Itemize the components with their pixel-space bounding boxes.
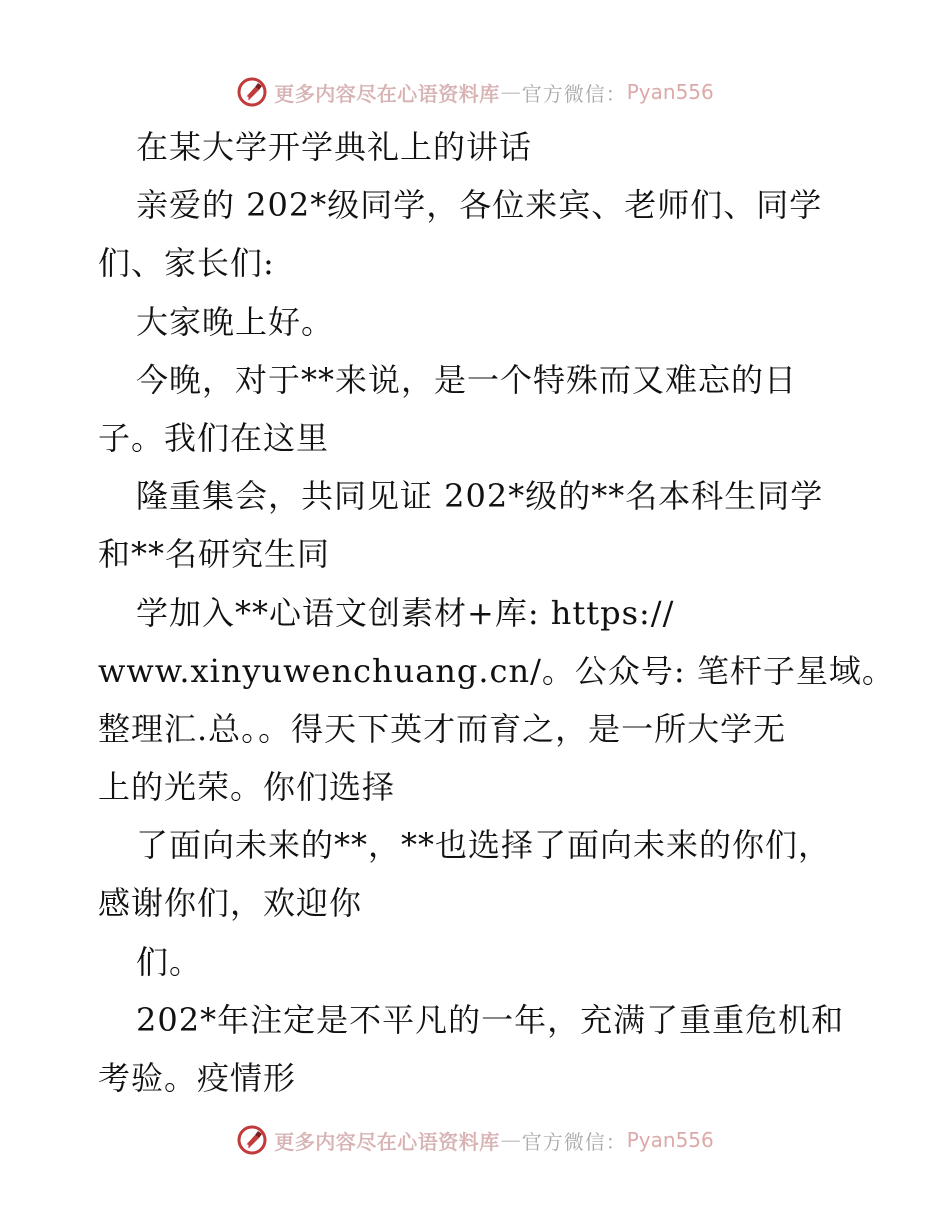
banner-wechat-id: Pyan556 [626,1128,714,1152]
text-line: 了面向未来的**，**也选择了面向未来的你们， [136,826,832,865]
banner-dash: — [500,80,521,104]
footer-banner [0,1120,950,1160]
document-body [98,118,895,1107]
document-title: 在某大学开学典礼上的讲话 [136,128,533,166]
text-line: 感谢你们，欢迎你 [98,884,363,923]
banner-wechat-id: Pyan556 [626,80,714,104]
header-banner [0,72,950,112]
text-line: www.xinyuwenchuang.cn/。公众号: 笔杆子星域。 [98,651,895,690]
text-line: 大家晚上好。 [136,302,335,341]
pen-circle-logo-icon [236,76,268,108]
banner-dash: — [500,1128,521,1152]
text-line: 202*年注定是不平凡的一年，充满了重重危机和 [136,1000,845,1039]
text-line: 和**名研究生同 [98,535,331,574]
text-line: 整理汇.总。。得天下英才而育之，是一所大学无 [98,709,787,748]
pen-circle-logo-icon [236,1124,268,1156]
text-line: 子。我们在这里 [98,418,330,457]
text-line: 学加入**心语文创素材+库: https:// [136,593,675,632]
banner-title: 更多内容尽在心语资料库 [274,81,500,106]
banner-wechat-label: 官方微信： [521,81,627,106]
text-line: 考验。疫情形 [98,1059,297,1097]
text-line: 今晚，对于**来说，是一个特殊而又难忘的日 [136,360,798,399]
text-line: 隆重集会，共同见证 202*级的**名本科生同学 [136,477,824,516]
text-line: 亲爱的 202*级同学，各位来宾、老师们、同学 [136,186,823,225]
text-line: 们、家长们: [98,244,275,283]
text-line: 上的光荣。你们选择 [98,768,396,807]
banner-title: 更多内容尽在心语资料库 [274,1129,500,1154]
banner-wechat-label: 官方微信： [521,1129,627,1154]
text-line: 们。 [136,942,203,981]
